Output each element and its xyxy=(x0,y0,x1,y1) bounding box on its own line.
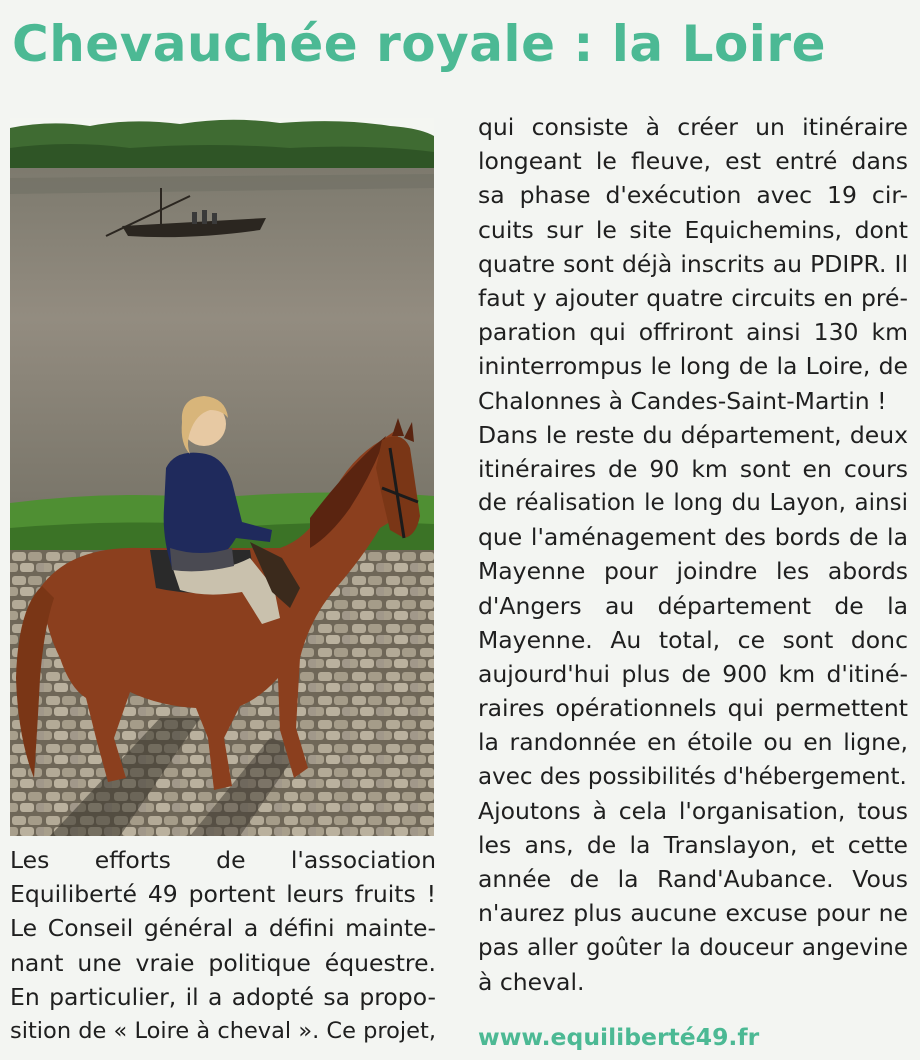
text-line: sition de « Loire à cheval ». Ce projet, xyxy=(10,1017,436,1044)
text-line: d'Angers au département de la xyxy=(478,591,908,620)
text-line: sa phase d'exécution avec 19 cir- xyxy=(478,181,908,210)
horse-rider-loire-photo xyxy=(10,118,434,836)
text-line: Les efforts de l'association xyxy=(10,846,436,874)
text-line: raires opérationnels qui permettent xyxy=(478,694,908,723)
text-line: Mayenne pour joindre les abords xyxy=(478,557,908,586)
text-line: à cheval. xyxy=(478,967,585,996)
text-line: qui consiste à créer un itinéraire xyxy=(478,113,908,141)
text-line: de réalisation le long du Layon, ainsi xyxy=(478,490,908,517)
article-column-right xyxy=(478,110,908,999)
text-line: paration qui offriront ainsi 130 km xyxy=(478,318,908,347)
text-line: Le Conseil général a défini mainte- xyxy=(10,914,436,943)
text-line: Mayenne. Au total, ce sont donc xyxy=(478,625,908,654)
text-line: avec des possibilités d'hébergement. xyxy=(478,763,907,790)
article-title: Chevauchée royale : la Loire xyxy=(12,15,826,73)
text-line: Equiliberté 49 portent leurs fruits ! xyxy=(10,880,436,909)
text-line: la randonnée en étoile ou en ligne, xyxy=(478,728,908,757)
text-line: longeant le fleuve, est entré dans xyxy=(478,147,908,176)
website-link[interactable]: www.equiliberté49.fr xyxy=(478,1023,760,1051)
text-line: itinéraires de 90 km sont en cours xyxy=(478,454,908,483)
text-line: aujourd'hui plus de 900 km d'itiné- xyxy=(478,660,908,688)
text-line: En particulier, il a adopté sa propo- xyxy=(10,982,436,1011)
text-line: les ans, de la Translayon, et cette xyxy=(478,830,908,859)
text-line: faut y ajouter quatre circuits en pré- xyxy=(478,283,908,312)
text-line: que l'aménagement des bords de la xyxy=(478,523,908,552)
text-line: n'aurez plus aucune excuse pour ne xyxy=(478,899,908,928)
text-line: Dans le reste du département, deux xyxy=(478,420,908,449)
text-line: année de la Rand'Aubance. Vous xyxy=(478,865,908,894)
text-line: Chalonnes à Candes-Saint-Martin ! xyxy=(478,386,887,415)
text-line: nant une vraie politique équestre. xyxy=(10,948,436,977)
article-column-left xyxy=(10,843,436,1048)
text-line: quatre sont déjà inscrits au PDIPR. Il xyxy=(478,249,908,278)
text-line: Ajoutons à cela l'organisation, tous xyxy=(478,796,908,825)
text-line: cuits sur le site Equichemins, dont xyxy=(478,215,908,244)
text-line: ininterrompus le long de la Loire, de xyxy=(478,352,908,381)
text-line: pas aller goûter la douceur angevine xyxy=(478,934,908,961)
